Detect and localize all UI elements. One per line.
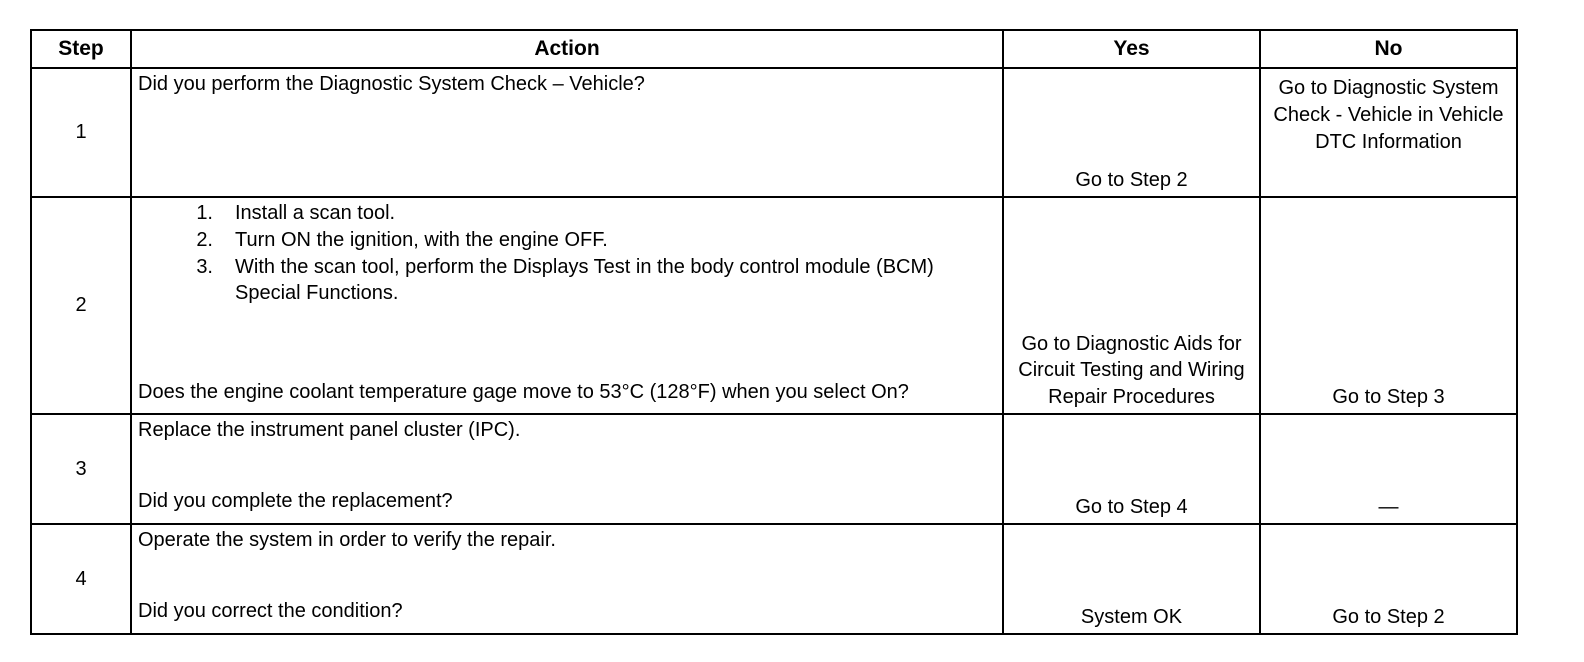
step-number: 2 — [31, 197, 131, 414]
action-cell — [131, 414, 1003, 524]
action-cell — [131, 197, 1003, 414]
step-number: 1 — [31, 68, 131, 197]
table-row-step-1 — [31, 68, 1517, 197]
list-item-number: 1. — [196, 202, 213, 224]
step-number: 4 — [31, 524, 131, 634]
list-item-text: With the scan tool, perform the Displays Test in the body control module (BCM) Special Functions. — [235, 255, 934, 305]
action-question: Did you complete the replacement? — [138, 490, 453, 513]
action-question: Did you correct the condition? — [138, 600, 403, 623]
action-intro: Replace the instrument panel cluster (IPC). — [138, 419, 521, 441]
action-cell — [131, 68, 1003, 197]
no-result: — — [1260, 414, 1517, 524]
table-row-step-4 — [31, 524, 1517, 634]
no-result: Go to Step 2 — [1260, 524, 1517, 634]
list-item-text: Turn ON the ignition, with the engine OFF. — [235, 228, 608, 251]
yes-result: Go to Step 4 — [1003, 414, 1260, 524]
table-row-step-3 — [31, 414, 1517, 524]
yes-result: System OK — [1003, 524, 1260, 634]
step-number: 3 — [31, 414, 131, 524]
header-yes: Yes — [1003, 30, 1260, 68]
yes-result: Go to Diagnostic Aids for Circuit Testing and Wiring Repair Procedures — [1003, 197, 1260, 414]
diagnostic-table — [30, 29, 1518, 635]
list-item — [138, 254, 996, 308]
action-step-list — [138, 200, 996, 307]
list-item — [138, 227, 996, 254]
table-row-step-2 — [31, 197, 1517, 414]
list-item-number: 3. — [196, 255, 213, 278]
header-action: Action — [131, 30, 1003, 68]
table-header-row — [31, 30, 1517, 68]
yes-result: Go to Step 2 — [1003, 68, 1260, 197]
list-item-number: 2. — [196, 228, 213, 251]
list-item — [138, 200, 996, 227]
no-result: Go to Diagnostic System Check - Vehicle in Vehicle DTC Information — [1260, 68, 1517, 197]
header-step: Step — [31, 30, 131, 68]
no-result: Go to Step 3 — [1260, 197, 1517, 414]
action-intro: Operate the system in order to verify the repair. — [138, 529, 556, 551]
action-intro: Did you perform the Diagnostic System Check – Vehicle? — [138, 73, 645, 95]
header-no: No — [1260, 30, 1517, 68]
action-question: Does the engine coolant temperature gage move to 53°C (128°F) when you select On? — [138, 381, 909, 404]
list-item-text: Install a scan tool. — [235, 202, 396, 224]
action-cell — [131, 524, 1003, 634]
